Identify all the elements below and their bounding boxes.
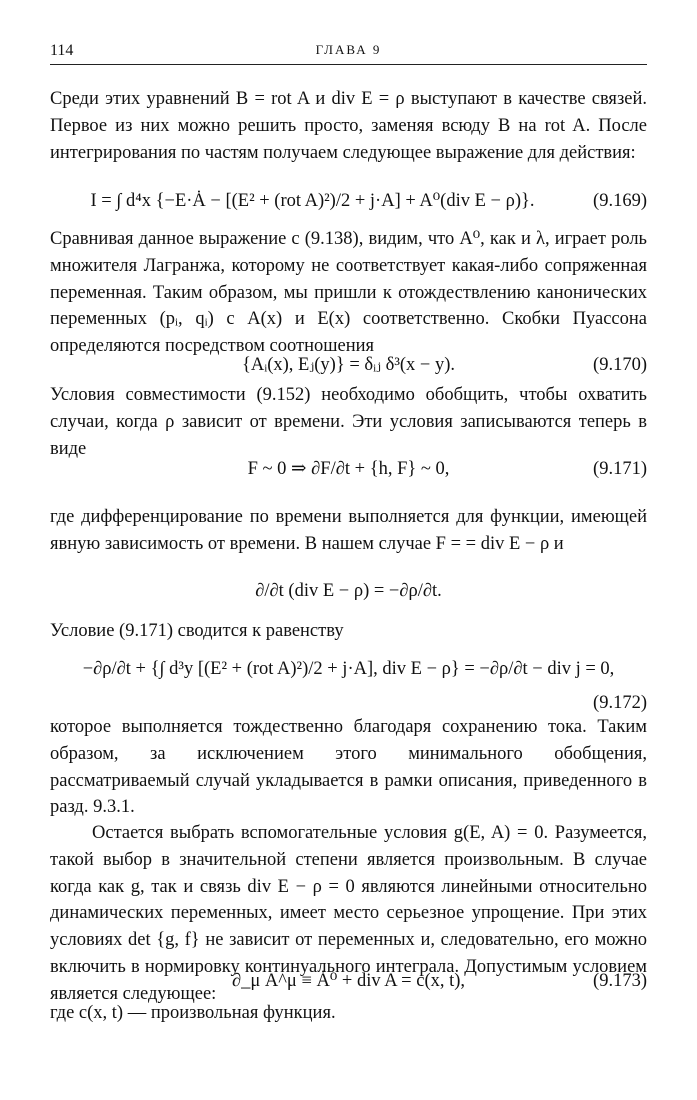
equation-number: (9.172) <box>593 693 647 713</box>
paragraph-8: где c(x, t) — произвольная функция. <box>50 1003 336 1023</box>
paragraph-4: где дифференцирование по времени выполняется для функции, имеющей явную зависимость от времени. В нашем случае F = = div E − ρ и <box>50 507 647 554</box>
page-header <box>50 42 647 65</box>
paragraph-1: Среди этих уравнений B = rot A и div E = ρ выступают в качестве связей. Первое из них можно решить просто, заменяя всюду B на rot A. После интегрирования по частям получаем следующее выражение для действия: <box>50 89 647 163</box>
equation-number: (9.170) <box>593 355 647 375</box>
paragraph-6: которое выполняется тождественно благодаря сохранению тока. Таким образом, за исключением этого минимального обобщения, рассматриваемый случай укладывается в рамки описания, приведенного в разд. 9.3.1. <box>50 717 647 818</box>
equation-formula: F ~ 0 ⇒ ∂F/∂t + {h, F} ~ 0, <box>247 459 450 479</box>
equation-number: (9.169) <box>593 191 647 211</box>
equation-9-172 <box>50 652 647 722</box>
equation-number: (9.171) <box>593 459 647 479</box>
equation-formula: −∂ρ/∂t + {∫ d³y [(E² + (rot A)²)/2 + j·A], div E − ρ} = −∂ρ/∂t − div j = 0, <box>82 659 615 679</box>
paragraph-3: Условия совместимости (9.152) необходимо обобщить, чтобы охватить случаи, когда ρ зависит от времени. Эти условия записываются теперь в виде <box>50 385 647 459</box>
equation-formula: I = ∫ d⁴x {−E·Ȧ − [(E² + (rot A)²)/2 + j·A] + A⁰(div E − ρ)}. <box>90 191 535 211</box>
equation-formula: ∂_μ A^μ ≡ Ȧ⁰ + div A = c(x, t), <box>231 971 466 991</box>
paragraph-5: Условие (9.171) сводится к равенству <box>50 621 344 641</box>
running-title: ГЛАВА 9 <box>315 42 382 57</box>
paragraph-2: Сравнивая данное выражение с (9.138), видим, что A⁰, как и λ, играет роль множителя Лагранжа, которому не соответствует какая-либо сопряженная переменная. Таким образом, мы пришли к отождествлению канонических переменных (pᵢ, qᵢ) с A(x) и E(x) соответственно. Скобки Пуассона определяются посредством соотношения <box>50 229 647 357</box>
page-number: 114 <box>50 42 74 59</box>
equation-formula: ∂/∂t (div E − ρ) = −∂ρ/∂t. <box>255 581 442 601</box>
equation-number: (9.173) <box>593 971 647 991</box>
equation-formula: {Aᵢ(x), Eⱼ(y)} = δᵢⱼ δ³(x − y). <box>241 355 456 375</box>
paragraph-7: Остается выбрать вспомогательные условия g(E, A) = 0. Разумеется, такой выбор в значительной степени является произвольным. В случае когда как g, так и связь div E − ρ = 0 являются линейными относительно динамических переменных, имеет место серьезное упрощение. При этих условиях det {g, f} не зависит от переменных и, следовательно, его можно включить в нормировку континуального интеграла. Допустимым условием является следующее: <box>50 823 647 1004</box>
